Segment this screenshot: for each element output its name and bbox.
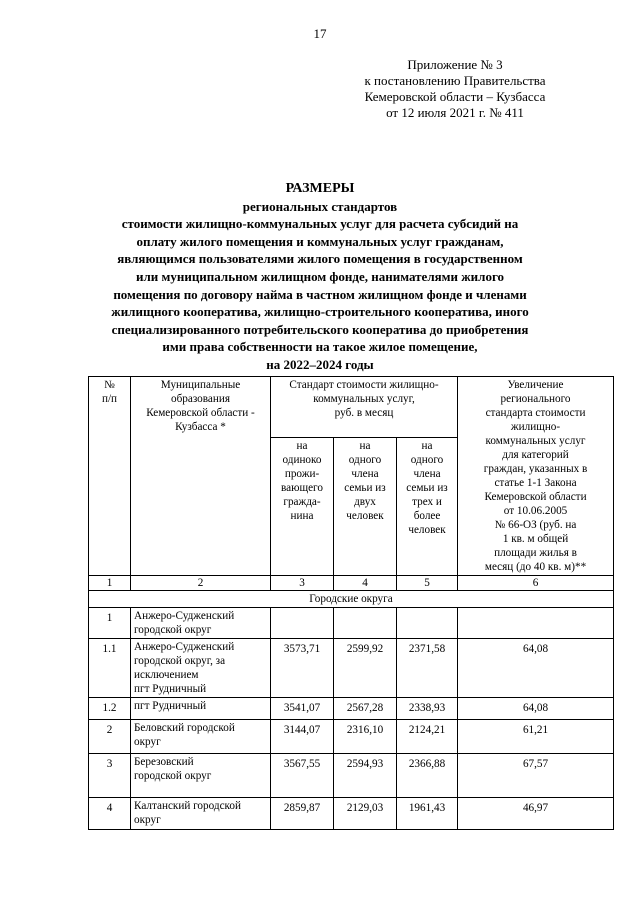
municipality-name-line: округ [134,814,161,826]
municipality-name-line: исключением [134,669,199,681]
appendix-line: Приложение № 3 [407,57,503,72]
table-row [89,698,614,720]
row-number: 1 [89,608,131,639]
row-number: 3 [89,754,131,798]
value-cell [397,608,458,639]
header-family-two: на одного члена семьи из двух человек [334,438,397,576]
municipality-name [131,698,271,720]
section-row [89,591,614,608]
value-cell [334,608,397,639]
title-line: на 2022–2024 годы [266,356,374,372]
document-title [80,180,560,374]
column-index: 2 [131,576,271,591]
title-line: ими права собственности на такое жилое помещение, [162,339,478,355]
title-line: специализированного потребительского кооператива до приобретения [111,321,529,337]
municipality-name-line: Анжеро-Судженский [134,610,235,622]
column-index: 1 [89,576,131,591]
municipality-name [131,754,271,798]
value-cell: 3541,07 [271,698,334,720]
table-row [89,754,614,798]
value-cell: 1961,43 [397,798,458,830]
title-line: или муниципальном жилищном фонде, нанимателями жилого [135,268,505,284]
title-main: РАЗМЕРЫ [285,181,355,196]
municipality-name [131,639,271,698]
page-number: 17 [313,26,327,41]
header-single: на одиноко прожи- вающего гражда- нина [271,438,334,576]
title-line: стоимости жилищно-коммунальных услуг для расчета субсидий на [121,216,519,232]
column-index: 3 [271,576,334,591]
municipality-name-line: Анжеро-Судженский [134,641,235,653]
value-cell [271,608,334,639]
value-cell: 2567,28 [334,698,397,720]
value-cell: 3144,07 [271,720,334,754]
value-cell [458,608,614,639]
municipality-name-line: Березовский [134,756,194,768]
row-number: 2 [89,720,131,754]
municipality-name-line: округ [134,736,161,748]
table-row [89,639,614,698]
value-cell: 2338,93 [397,698,458,720]
value-cell: 2859,87 [271,798,334,830]
value-cell: 46,97 [458,798,614,830]
header-increase: Увеличение регионального стандарта стоимости жилищно- коммунальных услуг для категорий граждан, указанных в статье 1-1 Закона Кемеровской области от 10.06.2005 № 66-ОЗ (руб. на 1 кв. м общей площади жилья в месяц (до 40 кв. м)** [458,377,614,576]
value-cell: 3573,71 [271,639,334,698]
title-line: помещения по договору найма в частном жилищном фонде и членами [113,286,527,302]
header-standard: Стандарт стоимости жилищно- коммунальных услуг, руб. в месяц [271,377,458,438]
table-header-row [89,377,614,438]
header-municipality: Муниципальные образования Кемеровской области - Кузбасса * [131,377,271,576]
table-row [89,798,614,830]
column-index-row [89,576,614,591]
value-cell: 2366,88 [397,754,458,798]
municipality-name-line: Калтанский городской [134,800,241,812]
table-row [89,608,614,639]
row-number: 4 [89,798,131,830]
title-line: региональных стандартов [242,198,398,214]
municipality-name-line: городской округ [134,624,212,636]
column-index: 5 [397,576,458,591]
value-cell: 2124,21 [397,720,458,754]
value-cell: 2599,92 [334,639,397,698]
appendix-line: Кемеровской области – Кузбасса [364,89,546,104]
value-cell: 67,57 [458,754,614,798]
table-row [89,720,614,754]
value-cell: 64,08 [458,639,614,698]
row-number: 1.1 [89,639,131,698]
municipality-name-line: городской округ, за [134,655,226,667]
standards-table [88,376,614,830]
value-cell: 2371,58 [397,639,458,698]
appendix-line: от 12 июля 2021 г. № 411 [386,105,524,120]
municipality-name [131,720,271,754]
appendix-line: к постановлению Правительства [364,73,546,88]
row-number: 1.2 [89,698,131,720]
municipality-name-line: пгт Рудничный [134,683,207,695]
title-line: жилищного кооператива, жилищно-строительного кооператива, иного [111,304,529,320]
column-index: 4 [334,576,397,591]
municipality-name [131,608,271,639]
municipality-name-line: Беловский городской [134,722,235,734]
title-line: являющимся пользователями жилого помещения в государственном [117,251,523,267]
title-line: оплату жилого помещения и коммунальных услуг гражданам, [136,233,504,249]
section-title: Городские округа [89,591,614,608]
value-cell: 3567,55 [271,754,334,798]
value-cell: 2594,93 [334,754,397,798]
value-cell: 61,21 [458,720,614,754]
municipality-name-line: пгт Рудничный [134,700,207,712]
header-family-three: на одного члена семьи из трех и более человек [397,438,458,576]
header-num: № п/п [89,377,131,576]
value-cell: 2129,03 [334,798,397,830]
value-cell: 2316,10 [334,720,397,754]
municipality-name-line: городской округ [134,770,212,782]
column-index: 6 [458,576,614,591]
value-cell: 64,08 [458,698,614,720]
appendix-block [330,57,580,121]
municipality-name [131,798,271,830]
